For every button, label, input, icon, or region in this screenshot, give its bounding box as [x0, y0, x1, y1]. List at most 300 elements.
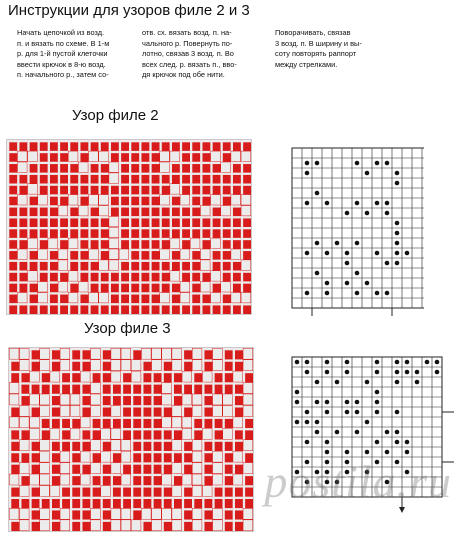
pattern2-photo-thread [109, 303, 111, 314]
pattern3-chart-stitch-dot [395, 380, 400, 385]
pattern3-photo-solid-block [193, 463, 202, 473]
pattern3-photo-thread [212, 371, 214, 382]
pattern2-photo-thread [7, 205, 9, 216]
pattern2-photo-thread [210, 173, 212, 184]
pattern3-photo-thread [101, 394, 103, 405]
pattern3-photo-thread [162, 371, 164, 382]
pattern2-photo-solid-block [180, 249, 189, 259]
pattern3-photo-solid-block [101, 429, 110, 439]
pattern2-photo-thread [139, 227, 141, 238]
pattern2-photo-thread [160, 216, 162, 227]
pattern2-photo-thread [27, 140, 29, 151]
pattern2-photo-thread [139, 260, 141, 271]
pattern3-photo-solid-block [172, 417, 181, 427]
pattern3-photo-thread [162, 520, 164, 531]
pattern2-photo-thread [160, 173, 162, 184]
pattern3-photo-solid-block [60, 451, 69, 461]
pattern3-chart-stitch-dot [415, 380, 420, 385]
pattern3-photo-thread [243, 497, 245, 508]
pattern2-photo-thread [200, 227, 202, 238]
pattern3-photo-solid-block [182, 417, 191, 427]
pattern3-photo-thread [70, 382, 72, 393]
pattern2-photo-solid-block [28, 151, 37, 161]
pattern3-photo-thread [121, 405, 123, 416]
pattern2-chart-stitch-dot [355, 271, 360, 276]
pattern3-chart-stitch-dot [395, 410, 400, 415]
pattern3-photo-thread [202, 508, 204, 519]
pattern3-photo-thread [223, 520, 225, 531]
pattern2-photo-thread [139, 271, 141, 282]
pattern2-photo-thread [221, 249, 223, 260]
pattern3-photo-thread [131, 394, 133, 405]
pattern3-photo-thread [223, 359, 225, 370]
pattern2-photo-thread [38, 162, 40, 173]
pattern3-chart-stitch-dot [375, 360, 380, 365]
pattern3-photo-thread [223, 382, 225, 393]
pattern2-photo-thread [221, 184, 223, 195]
pattern3-photo-thread [60, 440, 62, 451]
pattern2-photo-thread [210, 249, 212, 260]
pattern3-photo-solid-block [223, 429, 232, 439]
pattern3-photo-solid-block [152, 360, 161, 370]
pattern3-photo-thread [212, 428, 214, 439]
pattern2-photo-thread [119, 162, 121, 173]
pattern2-chart-stitch-dot [365, 211, 370, 216]
pattern2-photo-thread [129, 292, 131, 303]
pattern2-photo-thread [7, 140, 9, 151]
pattern2-photo-solid-block [180, 195, 189, 205]
pattern3-photo-solid-block [193, 520, 202, 530]
pattern2-photo-thread [88, 216, 90, 227]
pattern3-chart-stitch-dot [325, 370, 330, 375]
pattern3-photo-solid-block [111, 440, 120, 450]
pattern3-chart-stitch-dot [395, 360, 400, 365]
pattern3-photo-solid-block [71, 406, 80, 416]
pattern2-photo-thread [129, 238, 131, 249]
pattern3-photo-solid-block [142, 509, 151, 519]
pattern3-chart-stitch-dot [395, 370, 400, 375]
pattern2-photo-thread [129, 271, 131, 282]
pattern2-photo-thread [139, 162, 141, 173]
pattern3-chart-stitch-dot [375, 410, 380, 415]
pattern2-photo-thread [119, 151, 121, 162]
pattern2-photo-solid-block [241, 293, 250, 303]
pattern2-photo-solid-block [89, 293, 98, 303]
pattern3-photo-thread [131, 451, 133, 462]
pattern2-photo-thread [210, 140, 212, 151]
pattern2-photo-thread [88, 303, 90, 314]
pattern2-photo-thread [180, 162, 182, 173]
pattern3-photo-thread [121, 371, 123, 382]
pattern3-photo-solid-block [193, 486, 202, 496]
pattern2-photo-thread [149, 249, 151, 260]
pattern3-photo-thread [60, 497, 62, 508]
pattern2-photo-thread [109, 151, 111, 162]
pattern2-chart-stitch-dot [395, 261, 400, 266]
pattern2-photo-thread [160, 271, 162, 282]
pattern2-photo-solid-block [18, 162, 27, 172]
pattern3-photo-solid-block [10, 383, 19, 393]
pattern2-photo-thread [180, 216, 182, 227]
pattern2-photo-thread [149, 173, 151, 184]
pattern3-photo-thread [29, 440, 31, 451]
pattern3-photo-thread [101, 474, 103, 485]
pattern3-photo-thread [70, 440, 72, 451]
pattern2-photo-thread [210, 162, 212, 173]
pattern2-photo-thread [88, 173, 90, 184]
pattern3-photo-thread [60, 428, 62, 439]
pattern3-photo-solid-block [20, 360, 29, 370]
pattern2-photo-thread [221, 173, 223, 184]
pattern2-photo-solid-block [170, 238, 179, 248]
pattern3-photo-thread [233, 428, 235, 439]
pattern3-photo-thread [29, 382, 31, 393]
pattern2-photo-thread [200, 151, 202, 162]
pattern2-photo-thread [7, 162, 9, 173]
pattern3-photo-thread [182, 348, 184, 359]
pattern2-photo-thread [139, 303, 141, 314]
pattern2-photo-thread [88, 271, 90, 282]
pattern2-chart-stitch-dot [375, 161, 380, 166]
pattern2-photo-thread [7, 216, 9, 227]
pattern2-photo-thread [48, 184, 50, 195]
pattern3-photo-solid-block [111, 520, 120, 530]
pattern2-photo-solid-block [58, 249, 67, 259]
pattern2-chart-stitch-dot [385, 261, 390, 266]
pattern2-photo-solid-block [160, 151, 169, 161]
pattern2-photo-thread [7, 292, 9, 303]
instructions-column-1: Начать цепочкой из возд. п. и вязать по схеме. В 1-м р. для 1-й пустой клеточки ввести крючок в 8-ю возд. п. начального р., затем со- [17, 28, 110, 80]
pattern3-photo-solid-block [30, 429, 39, 439]
pattern2-photo-thread [119, 271, 121, 282]
pattern2-chart-stitch-dot [395, 241, 400, 246]
pattern3-photo-thread [172, 394, 174, 405]
pattern2-chart-stitch-dot [365, 171, 370, 176]
pattern2-photo-thread [27, 260, 29, 271]
pattern3-photo-solid-block [111, 406, 120, 416]
pattern3-chart-stitch-dot [345, 450, 350, 455]
pattern3-photo-thread [80, 520, 82, 531]
pattern3-photo-thread [101, 417, 103, 428]
pattern3-photo-thread [151, 428, 153, 439]
pattern2-photo-solid-block [109, 228, 118, 238]
pattern2-photo-thread [221, 227, 223, 238]
pattern3-photo-thread [202, 497, 204, 508]
pattern3-photo-solid-block [172, 520, 181, 530]
pattern2-photo-thread [99, 227, 101, 238]
pattern2-photo-solid-block [18, 151, 27, 161]
pattern2-photo-thread [99, 281, 101, 292]
pattern2-photo-solid-block [28, 184, 37, 194]
pattern2-photo-thread [190, 173, 192, 184]
pattern3-photo-thread [141, 440, 143, 451]
pattern2-photo-thread [139, 173, 141, 184]
pattern3-photo-thread [233, 508, 235, 519]
pattern2-chart-stitch-dot [315, 191, 320, 196]
pattern3-photo-thread [141, 520, 143, 531]
pattern2-photo-thread [139, 194, 141, 205]
pattern3-photo-thread [9, 485, 11, 496]
pattern2-photo-thread [190, 205, 192, 216]
pattern3-photo-thread [80, 485, 82, 496]
pattern3-photo-thread [50, 348, 52, 359]
pattern3-photo-thread [182, 520, 184, 531]
pattern3-chart-stitch-dot [315, 430, 320, 435]
pattern2-photo-thread [190, 216, 192, 227]
pattern3-photo-solid-block [50, 371, 59, 381]
pattern2-photo-solid-block [109, 238, 118, 248]
pattern2-photo-thread [160, 281, 162, 292]
pattern3-photo-thread [131, 485, 133, 496]
pattern2-photo-thread [78, 271, 80, 282]
pattern3-photo-thread [162, 451, 164, 462]
pattern3-photo-thread [223, 417, 225, 428]
pattern3-photo-thread [80, 462, 82, 473]
pattern2-photo-thread [231, 281, 233, 292]
pattern2-photo-solid-block [89, 249, 98, 259]
pattern3-photo-thread [202, 359, 204, 370]
pattern2-photo-thread [78, 151, 80, 162]
pattern3-photo-thread [19, 474, 21, 485]
instructions-column-2: отв. сх. вязать возд. п. на- чального р. Повернуть по- лотно, связав 3 возд. п. Во всех след. р. вязать п., вво- дя крючок под обе нити. [142, 28, 237, 80]
pattern2-photo-thread [17, 140, 19, 151]
pattern3-photo-solid-block [162, 474, 171, 484]
pattern3-photo-solid-block [121, 349, 130, 359]
pattern2-photo-thread [7, 227, 9, 238]
pattern3-photo-thread [223, 485, 225, 496]
pattern3-photo-thread [29, 348, 31, 359]
pattern2-chart-stitch-dot [395, 181, 400, 186]
pattern2-photo-thread [139, 216, 141, 227]
pattern2-photo-thread [109, 271, 111, 282]
pattern3-photo-thread [80, 428, 82, 439]
pattern2-chart-stitch-dot [305, 201, 310, 206]
pattern2-photo-solid-block [38, 249, 47, 259]
pattern3-photo-solid-block [243, 440, 252, 450]
pattern3-photo-solid-block [172, 463, 181, 473]
pattern3-photo-thread [182, 462, 184, 473]
pattern2-photo-thread [78, 238, 80, 249]
pattern2-photo-thread [48, 292, 50, 303]
pattern2-photo-thread [48, 260, 50, 271]
pattern3-photo-thread [172, 428, 174, 439]
pattern2-photo-thread [241, 238, 243, 249]
pattern2-photo-thread [129, 173, 131, 184]
pattern3-photo-thread [202, 348, 204, 359]
pattern2-photo-solid-block [69, 195, 78, 205]
pattern3-photo-thread [70, 508, 72, 519]
pattern2-photo-thread [241, 249, 243, 260]
pattern3-photo-thread [192, 497, 194, 508]
pattern3-photo-thread [101, 371, 103, 382]
pattern3-photo-thread [70, 474, 72, 485]
pattern2-photo-thread [27, 162, 29, 173]
pattern2-photo-solid-block [211, 271, 220, 281]
pattern3-photo-thread [80, 348, 82, 359]
pattern3-photo-thread [50, 359, 52, 370]
pattern2-photo-thread [170, 303, 172, 314]
pattern2-chart-stitch-dot [375, 201, 380, 206]
pattern3-photo-solid-block [40, 474, 49, 484]
pattern3-photo-thread [40, 382, 42, 393]
pattern3-photo-solid-block [132, 371, 141, 381]
pattern2-photo-thread [119, 303, 121, 314]
pattern2-photo-thread [88, 281, 90, 292]
pattern2-photo-thread [149, 162, 151, 173]
pattern3-photo-thread [151, 417, 153, 428]
pattern2-photo-thread [200, 271, 202, 282]
pattern3-photo-thread [212, 497, 214, 508]
pattern2-photo-thread [190, 303, 192, 314]
pattern3-photo-solid-block [213, 406, 222, 416]
pattern2-photo-thread [210, 227, 212, 238]
pattern2-photo-solid-block [201, 249, 210, 259]
pattern3-photo-solid-block [233, 417, 242, 427]
pattern2-photo-thread [88, 184, 90, 195]
pattern2-photo-solid-block [99, 206, 108, 216]
pattern3-chart-stitch-dot [365, 380, 370, 385]
pattern3-photo-thread [60, 371, 62, 382]
pattern3-photo-thread [50, 417, 52, 428]
pattern3-photo-thread [202, 462, 204, 473]
pattern2-photo-thread [241, 227, 243, 238]
pattern3-photo-solid-block [203, 429, 212, 439]
pattern3-photo-thread [111, 474, 113, 485]
pattern3-chart-stitch-dot [435, 360, 440, 365]
pattern2-photo-thread [48, 140, 50, 151]
pattern2-photo-thread [241, 281, 243, 292]
pattern2-photo-thread [119, 281, 121, 292]
pattern3-chart-stitch-dot [415, 370, 420, 375]
pattern3-photo-thread [80, 359, 82, 370]
pattern2-photo-thread [78, 260, 80, 271]
pattern2-photo-thread [149, 292, 151, 303]
pattern2-photo-thread [180, 140, 182, 151]
pattern2-photo-thread [78, 303, 80, 314]
pattern2-photo-thread [190, 162, 192, 173]
pattern3-photo-thread [9, 462, 11, 473]
pattern2-photo-thread [149, 238, 151, 249]
pattern3-photo-thread [243, 371, 245, 382]
pattern3-photo-solid-block [162, 349, 171, 359]
pattern3-photo-thread [121, 485, 123, 496]
pattern2-photo-thread [38, 227, 40, 238]
pattern3-photo-solid-block [81, 451, 90, 461]
pattern3-photo [8, 347, 254, 532]
pattern2-photo-solid-block [241, 206, 250, 216]
pattern2-photo-thread [231, 205, 233, 216]
pattern3-photo-thread [60, 485, 62, 496]
pattern2-chart [264, 136, 424, 316]
pattern3-photo-solid-block [40, 406, 49, 416]
pattern3-photo-solid-block [40, 463, 49, 473]
pattern2-photo-thread [221, 140, 223, 151]
pattern3-photo-solid-block [193, 349, 202, 359]
pattern3-photo-solid-block [10, 349, 19, 359]
pattern2-photo-solid-block [109, 249, 118, 259]
pattern2-photo-thread [38, 216, 40, 227]
pattern2-chart-stitch-dot [395, 221, 400, 226]
pattern3-photo-thread [131, 462, 133, 473]
pattern2-photo-solid-block [18, 195, 27, 205]
pattern2-photo-thread [241, 184, 243, 195]
pattern3-photo-thread [202, 394, 204, 405]
pattern3-photo-thread [162, 485, 164, 496]
pattern3-photo-solid-block [121, 360, 130, 370]
pattern2-chart-stitch-dot [315, 271, 320, 276]
pattern2-photo-thread [78, 292, 80, 303]
pattern3-chart-stitch-dot [395, 440, 400, 445]
pattern2-photo-solid-block [160, 293, 169, 303]
pattern2-photo-thread [27, 292, 29, 303]
pattern3-photo-solid-block [172, 440, 181, 450]
pattern3-photo-solid-block [111, 509, 120, 519]
pattern3-photo-solid-block [233, 474, 242, 484]
pattern2-photo-thread [119, 173, 121, 184]
pattern2-photo-thread [170, 162, 172, 173]
pattern2-photo-thread [170, 249, 172, 260]
pattern3-photo-thread [70, 359, 72, 370]
pattern3-photo-thread [151, 462, 153, 473]
pattern3-photo-thread [202, 382, 204, 393]
pattern2-photo-thread [78, 216, 80, 227]
pattern3-photo-thread [223, 451, 225, 462]
pattern2-photo-solid-block [180, 293, 189, 303]
pattern2-photo-solid-block [38, 293, 47, 303]
pattern2-photo-thread [48, 151, 50, 162]
pattern2-photo-thread [58, 194, 60, 205]
pattern2-chart-stitch-dot [325, 251, 330, 256]
pattern2-photo-thread [129, 140, 131, 151]
pattern2-photo-solid-block [79, 282, 88, 292]
pattern2-photo-thread [88, 205, 90, 216]
pattern2-chart-stitch-dot [305, 251, 310, 256]
pattern2-photo-thread [78, 184, 80, 195]
pattern2-photo-thread [139, 249, 141, 260]
pattern2-photo-solid-block [201, 206, 210, 216]
pattern2-photo-thread [139, 238, 141, 249]
pattern2-photo-thread [200, 216, 202, 227]
pattern2-photo-thread [221, 292, 223, 303]
pattern3-photo-thread [121, 497, 123, 508]
pattern2-chart-stitch-dot [355, 201, 360, 206]
pattern3-photo-thread [111, 382, 113, 393]
pattern3-chart-stitch-dot [355, 430, 360, 435]
pattern3-photo-solid-block [111, 360, 120, 370]
pattern2-photo-thread [149, 205, 151, 216]
pattern2-photo-thread [109, 184, 111, 195]
pattern2-photo-thread [190, 292, 192, 303]
pattern3-photo-thread [19, 497, 21, 508]
pattern3-photo-thread [223, 508, 225, 519]
pattern2-photo-thread [27, 173, 29, 184]
pattern2-photo-solid-block [109, 260, 118, 270]
pattern2-chart-stitch-dot [385, 291, 390, 296]
pattern3-photo-thread [131, 508, 133, 519]
pattern2-photo-thread [109, 205, 111, 216]
pattern2-photo-solid-block [99, 293, 108, 303]
pattern2-photo-thread [200, 162, 202, 173]
pattern3-photo-solid-block [193, 394, 202, 404]
pattern2-photo-thread [38, 205, 40, 216]
pattern3-photo-thread [29, 451, 31, 462]
pattern3-photo-solid-block [91, 394, 100, 404]
pattern3-chart-stitch-dot [345, 410, 350, 415]
pattern2-photo-thread [17, 184, 19, 195]
pattern3-photo-thread [172, 451, 174, 462]
pattern2-photo-thread [38, 238, 40, 249]
pattern2-photo-thread [180, 205, 182, 216]
